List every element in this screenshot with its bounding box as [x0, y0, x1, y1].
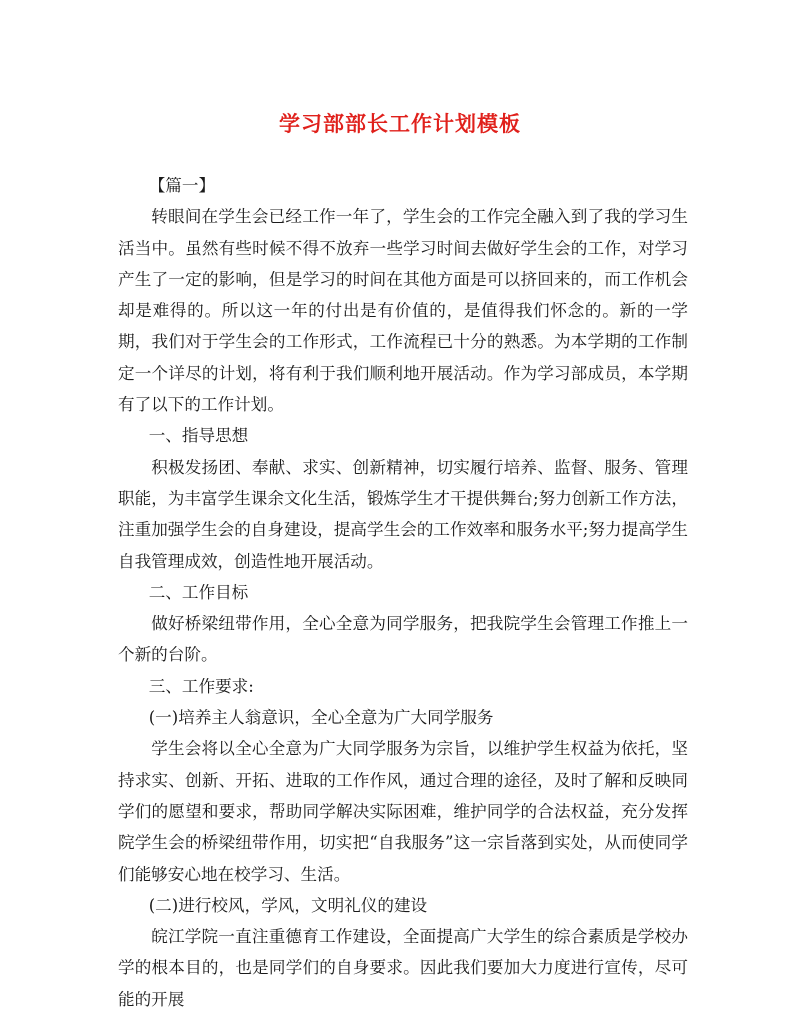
paragraph-guiding-ideology: 积极发扬团、奉献、求实、创新精神，切实履行培养、监督、服务、管理职能，为丰富学生课余文化生活，锻炼学生才干提供舞台;努力创新工作方法，注重加强学生会的自身建设，提高学生会的工作效率和服务水平;努力提高学生自我管理成效，创造性地开展活动。 [118, 457, 688, 571]
paragraph-school-spirit: 皖江学院一直注重德育工作建设，全面提高广大学生的综合素质是学校办学的根本目的，也是同学们的自身要求。因此我们要加大力度进行宣传，尽可能的开展 [118, 927, 688, 1009]
section-label-part-one: 【篇一】 [148, 176, 216, 195]
heading-work-requirements: 三、工作要求: [148, 676, 254, 696]
paragraph-ownership: 学生会将以全心全意为广大同学服务为宗旨，以维护学生权益为依托，坚持求实、创新、开拓、进取的工作作风，通过合理的途径，及时了解和反映同学们的愿望和要求，帮助同学解决实际困难，维护同学的合法权益，充分发挥院学生会的桥梁纽带作用，切实把“自我服务”这一宗旨落到实处，从而使同学们能够安心地在校学习、生活。 [118, 739, 688, 884]
document-body [118, 170, 688, 1015]
paragraph-work-goals: 做好桥梁纽带作用，全心全意为同学服务，把我院学生会管理工作推上一个新的台阶。 [118, 614, 688, 665]
heading-work-goals: 二、工作目标 [148, 582, 249, 602]
paragraph-intro: 转眼间在学生会已经工作一年了，学生会的工作完全融入到了我的学习生活当中。虽然有些时候不得不放弃一些学习时间去做好学生会的工作，对学习产生了一定的影响，但是学习的时间在其他方面是可以挤回来的，而工作机会却是难得的。所以这一年的付出是有价值的，是值得我们怀念的。新的一学期，我们对于学生会的工作形式，工作流程已十分的熟悉。为本学期的工作制定一个详尽的计划，将有利于我们顺利地开展活动。作为学习部成员，本学期有了以下的工作计划。 [118, 207, 688, 415]
subheading-ownership: (一)培养主人翁意识，全心全意为广大同学服务 [148, 708, 494, 728]
subheading-school-spirit: (二)进行校风，学风，文明礼仪的建设 [148, 895, 428, 915]
document-title: 学习部部长工作计划模板 [279, 111, 521, 136]
heading-guiding-ideology: 一、指导思想 [148, 426, 249, 446]
